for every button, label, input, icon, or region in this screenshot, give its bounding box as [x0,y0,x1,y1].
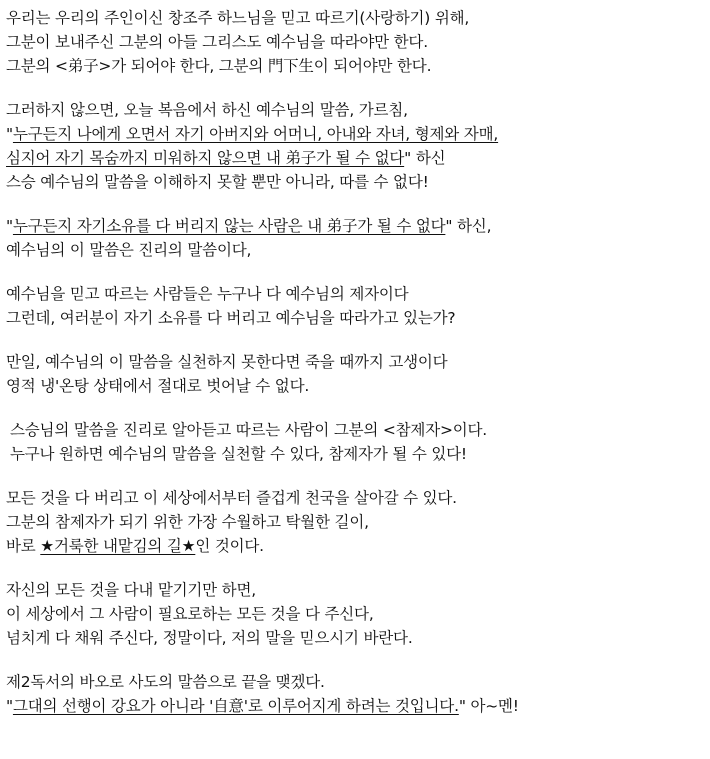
text-line [6,98,706,122]
text-line [6,170,706,194]
text-line [6,122,706,146]
text-run: 스승 예수님의 말씀을 이해하지 못할 뿐만 아니라, 따를 수 없다! [6,173,429,191]
text-line [6,306,706,330]
text-line [10,442,706,466]
text-run: 예수님의 이 말씀은 진리의 말씀이다, [6,241,252,259]
text-run: 누구나 원하면 예수님의 말씀을 실천할 수 있다, 참제자가 될 수 있다! [10,445,467,463]
text-run: " [6,125,13,143]
paragraph [6,350,706,398]
underlined-text: 그대의 선행이 강요가 아니라 '自意'로 이루어지게 하려는 것입니다. [12,697,459,715]
underlined-text: ★거룩한 내맡김의 길★ [40,537,196,555]
text-line [6,6,706,30]
text-line [6,626,706,650]
text-line [6,534,706,558]
text-line [6,282,706,306]
text-line [6,510,706,534]
text-line [6,602,706,626]
text-line [10,418,706,442]
text-run: 그분의 <弟子>가 되어야 한다, 그분의 門下生이 되어야만 한다. [6,57,432,75]
text-run: 그러하지 않으면, 오늘 복음에서 하신 예수님의 말씀, 가르침, [6,101,408,119]
document-body [6,6,706,738]
paragraph [6,578,706,650]
underlined-text: 심지어 자기 목숨까지 미워하지 않으면 내 弟子가 될 수 없다 [6,149,405,167]
text-run: 스승님의 말씀을 진리로 알아듣고 따르는 사람이 그분의 <참제자>이다. [10,421,488,439]
text-run: 영적 냉'온탕 상태에서 절대로 벗어날 수 없다. [6,377,310,395]
text-run: 자신의 모든 것을 다내 맡기기만 하면, [6,581,256,599]
paragraph [6,670,706,718]
text-line [6,670,706,694]
text-run: 만일, 예수님의 이 말씀을 실천하지 못한다면 죽을 때까지 고생이다 [6,353,448,371]
text-run: " 아~멘! [458,697,519,715]
text-line [6,486,706,510]
paragraph [6,98,706,194]
text-run: 그런데, 여러분이 자기 소유를 다 버리고 예수님을 따라가고 있는가? [6,309,456,327]
text-run: 우리는 우리의 주인이신 창조주 하느님을 믿고 따르기(사랑하기) 위해, [6,9,470,27]
text-run: 바로 [6,537,41,555]
underlined-text: 누구든지 나에게 오면서 자기 아버지와 어머니, 아내와 자녀, 형제와 자매, [12,125,499,143]
text-line [6,214,706,238]
underlined-text: 누구든지 자기소유를 다 버리지 않는 사람은 내 弟子가 될 수 없다 [12,217,446,235]
text-line [6,350,706,374]
text-run: " 하신 [404,149,446,167]
text-run: 넘치게 다 채워 주신다, 정말이다, 저의 말을 믿으시기 바란다. [6,629,413,647]
paragraph [6,418,706,466]
paragraph [6,214,706,262]
text-run: 그분의 참제자가 되기 위한 가장 수월하고 탁월한 길이, [6,513,369,531]
text-line [6,54,706,78]
text-line [6,30,706,54]
paragraph [6,282,706,330]
text-run: 제2독서의 바오로 사도의 말씀으로 끝을 맺겠다. [6,673,325,691]
paragraph [6,486,706,558]
text-run: 그분이 보내주신 그분의 아들 그리스도 예수님을 따라야만 한다. [6,33,428,51]
text-line [6,578,706,602]
text-run: " [6,217,13,235]
text-line [6,374,706,398]
text-run: " [6,697,13,715]
text-line [6,694,706,718]
text-line [6,146,706,170]
text-run: 인 것이다. [195,537,264,555]
text-run: 이 세상에서 그 사람이 필요로하는 모든 것을 다 주신다, [6,605,374,623]
text-run: 모든 것을 다 버리고 이 세상에서부터 즐겁게 천국을 살아갈 수 있다. [6,489,457,507]
paragraph [6,6,706,78]
text-run: 예수님을 믿고 따르는 사람들은 누구나 다 예수님의 제자이다 [6,285,409,303]
text-run: " 하신, [445,217,492,235]
text-line [6,238,706,262]
